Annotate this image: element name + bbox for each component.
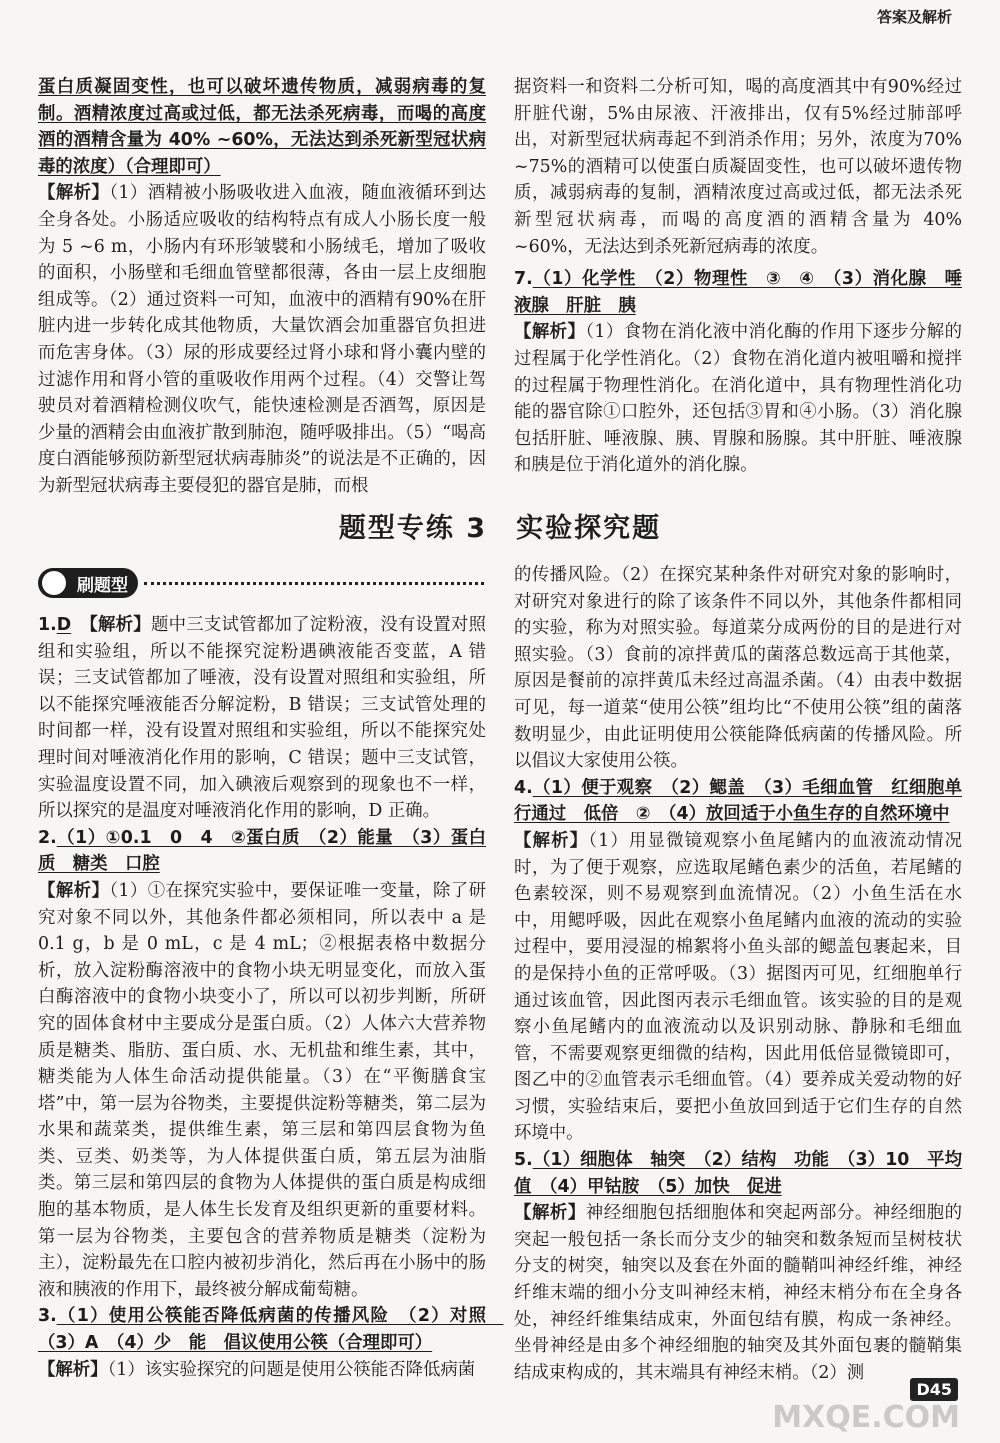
badge-icon: [42, 571, 66, 595]
section-title: 题型专练 3 实验探究题: [338, 513, 662, 544]
answer-continuation: 蛋白质凝固变性，也可以破坏遗传物质，减弱病毒的复制。酒精浓度过高或过低，都无法杀死病毒，而喝的高度酒的酒精含量为 40% ~60%，无法达到杀死新型冠状病毒的浓度）（合理即可）: [38, 77, 486, 177]
question-2-answer: 2.（1）①0.1 0 4 ②蛋白质 （2）能量 （3）蛋白质 糖类 口腔: [38, 827, 486, 875]
page-header: 答案及解析: [876, 8, 952, 26]
left-column-bottom: [38, 612, 504, 1383]
question-1: 1.D 【解析】题中三支试管都加了淀粉液，没有设置对照组和实验组，所以不能探究淀粉遇碘液能否变蓝，A 错误；三支试管都加了唾液，没有设置对照组和实验组，所以不能探究唾液能否分解淀粉，B 错误；三支试管处理的时间都一样，没有设置对照组和实验组，所以不能探究处理时间对唾液消化作用的影响，C 错误；题中三支试管，实验温度设置不同，加入碘液后观察到的现象也不一样，所以探究的是温度对唾液消化作用的影响，D 正确。: [38, 615, 486, 822]
right-column-top: [514, 74, 962, 479]
right-column-bottom: [514, 562, 962, 1386]
analysis-continuation: 据资料一和资料二分析可知，喝的高度酒其中有90%经过肝脏代谢，5%由尿液、汗液排出，仅有5%经过肺部呼出，对新型冠状病毒起不到消杀作用；另外，浓度为70% ~75%的酒精可以使蛋白质凝固变性，也可以破坏遗传物质，减弱病毒的复制，酒精浓度过高或过低，都无法杀死新型冠状病毒，而喝的高度酒的酒精含量为 40% ~60%，无法达到杀死新冠病毒的浓度。: [514, 77, 962, 257]
question-2-analysis: 【解析】（1）①在探究实验中，要保证唯一变量，除了研究对象不同以外，其他条件都必须相同，所以表中 a 是 0.1 g，b 是 0 mL，c 是 4 mL；②根据表格中数据分析，放入淀粉酶溶液中的食物小块无明显变化，而放入蛋白酶溶液中的食物小块变小了，所以可以初步判断，所研究的固体食材中主要成分是蛋白质。（2）人体六大营养物质是糖类、脂肪、蛋白质、水、无机盐和维生素，其中，糖类能为人体生命活动提供能量。（3）在“平衡膳食宝塔”中，第一层为谷物类，主要提供淀粉等糖类，第二层为水果和蔬菜类，提供维生素，第三层和第四层食物为鱼类、豆类、奶类等，为人体提供蛋白质，第五层为油脂类。第三层和第四层的食物为人体提供的蛋白质是构成细胞的基本物质，是人体生长发育及组织更新的重要材料。第一层为谷物类，主要包含的营养物质是糖类（淀粉为主），淀粉最先在口腔内被初步消化，然后再在小肠中的肠液和胰液的作用下，最终被分解成葡萄糖。: [38, 880, 486, 1300]
question-3-analysis: 【解析】（1）该实验探究的问题是使用公筷能否降低病菌: [38, 1359, 476, 1380]
left-column-top: [38, 74, 486, 500]
question-7-analysis: 【解析】（1）食物在消化液中消化酶的作用下逐步分解的过程属于化学性消化。（2）食物在消化道内被咀嚼和搅拌的过程属于物理性消化。在消化道中，具有物理性消化功能的器官除①口腔外，还包括③胃和④小肠。（3）消化腺包括肝脏、唾液腺、胰、胃腺和肠腺。其中肝脏、唾液腺和胰是位于消化道外的消化腺。: [514, 322, 962, 476]
section-badge: 刷题型: [38, 568, 138, 598]
dotted-divider: [144, 582, 484, 585]
watermark: MXQE.COM: [772, 1400, 960, 1435]
question-4-analysis: 【解析】（1）用显微镜观察小鱼尾鳍内的血液流动情况时，为了便于观察，应选取尾鳍色素少的活鱼，若尾鳍的色素较深，则不易观察到血流情况。（2）小鱼生活在水中，用鳃呼吸，因此在观察小鱼尾鳍内血液的流动的实验过程中，要用浸湿的棉絮将小鱼头部的鳃盖包裹起来，目的是保持小鱼的正常呼吸。（3）据图丙可见，红细胞单行通过该血管，因此图丙表示毛细血管。该实验的目的是观察小鱼尾鳍内的血液流动以及识别动脉、静脉和毛细血管，不需要观察更细微的结构，因此用低倍显微镜即可，图乙中的②血管表示毛细血管。（4）要养成关爱动物的好习惯，实验结束后，要把小鱼放回到适于它们生存的自然环境中。: [514, 830, 962, 1144]
page-number: D45: [910, 1378, 958, 1401]
question-4-answer: 4.（1）便于观察 （2）鳃盖 （3）毛细血管 红细胞单行通过 低倍 ② （4）放回适于小鱼生存的自然环境中: [514, 777, 962, 825]
question-7-answer: 7.（1）化学性 （2）物理性 ③ ④ （3）消化腺 唾液腺 肝脏 胰: [514, 269, 962, 316]
question-5-analysis: 【解析】神经细胞包括细胞体和突起两部分。神经细胞的突起一般包括一条长而分支少的轴突和数条短而呈树枝状分支的树突，轴突以及套在外面的髓鞘叫神经纤维，神经纤维末端的细小分支叫神经末梢，神经末梢分布在全身各处，神经纤维集结成束，外面包结有膜，构成一条神经。坐骨神经是由多个神经细胞的轴突及其外面包裹的髓鞘集结成束构成的，其末端具有神经末梢。（2）测: [514, 1203, 962, 1383]
analysis-paragraph: 【解析】（1）酒精被小肠吸收进入血液，随血液循环到达全身各处。小肠适应吸收的结构特点有成人小肠长度一般为 5 ~6 m，小肠内有环形皱襞和小肠绒毛，增加了吸收的面积，小肠壁和毛细血管壁都很薄，各由一层上皮细胞组成等。（2）通过资料一可知，血液中的酒精有90%在肝脏内进一步转化成其他物质，大量饮酒会加重器官负担进而危害身体。（3）尿的形成要经过肾小球和肾小囊内壁的过滤作用和肾小管的重吸收作用两个过程。（4）交警让驾驶员对着酒精检测仪吹气，能快速检测是否酒驾，原因是少量的酒精会由血液扩散到肺泡，随呼吸排出。（5）“喝高度白酒能够预防新型冠状病毒肺炎”的说法是不正确的，因为新型冠状病毒主要侵犯的器官是肺，而根: [38, 183, 486, 496]
question-3-answer: 3.（1）使用公筷能否降低病菌的传播风险 （2）对照 （3）A （4）少 能 倡议使用公筷（合理即可）: [38, 1306, 504, 1354]
question-3-analysis-continuation: 的传播风险。（2）在探究某种条件对研究对象的影响时，对研究对象进行的除了该条件不同以外，其他条件都相同的实验，称为对照实验。每道菜分成两份的目的是进行对照实验。（3）食前的凉拌黄瓜的菌落总数远高于其他菜，原因是餐前的凉拌黄瓜未经过高温杀菌。（4）由表中数据可见，每一道菜“使用公筷”组均比“不使用公筷”组的菌落数明显少，由此证明使用公筷能降低病菌的传播风险。所以倡议大家使用公筷。: [514, 565, 962, 772]
question-5-answer: 5.（1）细胞体 轴突 （2）结构 功能 （3）10 平均值 （4）甲钴胺 （5）加快 促进: [514, 1150, 962, 1197]
